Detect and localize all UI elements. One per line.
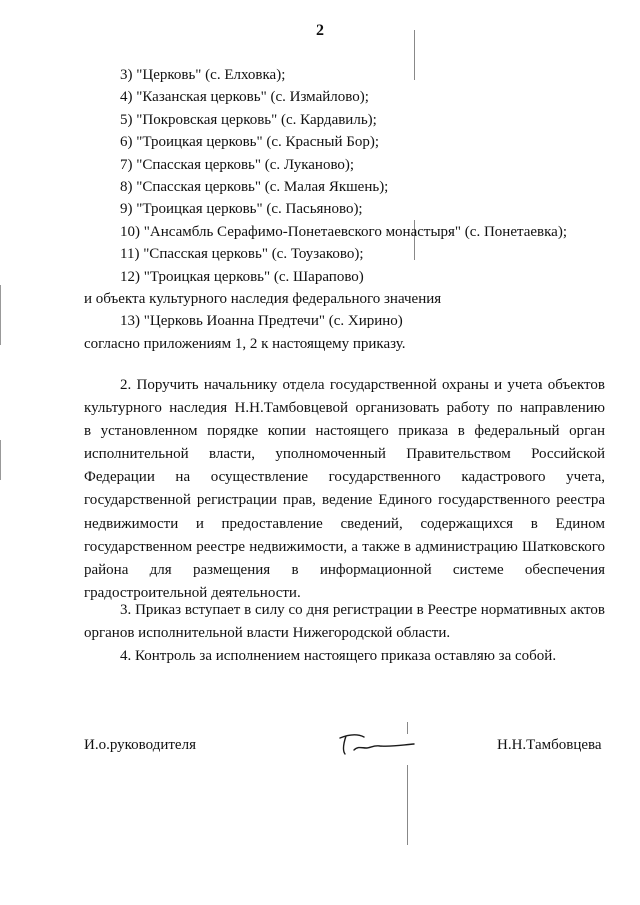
paragraph-line: района для размещения в информационной системе обеспечения [84,561,605,578]
paragraph-line: Федерации на осуществление государственного кадастрового учета, [84,469,605,486]
scan-edge-mark [0,440,1,480]
paragraph-3 [84,599,605,645]
list-item: 12) "Троицкая церковь" (с. Шарапово) [120,268,364,285]
paragraph-line: органов исполнительной власти Нижегородской области. [84,625,451,642]
handwritten-signature [336,728,416,760]
list-item: 5) "Покровская церковь" (с. Кардавиль); [120,111,377,128]
list-item: 4) "Казанская церковь" (с. Измайлово); [120,89,369,106]
scan-edge-mark [0,285,1,345]
page-number: 2 [316,22,324,39]
paragraph-line: государственной регистрации прав, ведение Единого государственного реестра [84,492,605,509]
list-item: 9) "Троицкая церковь" (с. Пасьяново); [120,201,363,218]
list-item: 6) "Троицкая церковь" (с. Красный Бор); [120,134,380,151]
scan-mark [407,765,408,845]
paragraph-line: в установленном порядке копии настоящего приказа в федеральный орган [84,423,605,440]
signatory-title: И.о.руководителя [84,737,196,753]
list-item: 11) "Спасская церковь" (с. Тоузаково); [120,246,364,263]
paragraph-line: градостроительной деятельности. [84,584,301,601]
list-item: 13) "Церковь Иоанна Предтечи" (с. Хирино) [120,313,403,330]
signatory-name: Н.Н.Тамбовцева [497,737,602,753]
paragraph-line: 2. Поручить начальнику отдела государственной охраны и учета объектов [120,377,605,393]
paragraph-line: недвижимости и предоставление сведений, содержащихся в Едином [84,515,605,532]
paragraph-line: культурного наследия Н.Н.Тамбовцевой организовать работу по направлению [84,400,605,417]
paragraph-4 [84,645,605,668]
paragraph-2 [84,374,605,605]
list-item: 7) "Спасская церковь" (с. Луканово); [120,156,355,173]
paragraph-line: 3. Приказ вступает в силу со дня регистрации в Реестре нормативных актов [120,602,605,618]
list-item: 3) "Церковь" (с. Елховка); [120,67,286,83]
paragraph-line: исполнительной власти, уполномоченный Правительством Российской [84,446,605,463]
list-item: 10) "Ансамбль Серафимо-Понетаевского монастыря" (с. Понетаевка); [120,223,567,240]
monument-list [84,64,614,355]
paragraph-line: государственном реестре недвижимости, а также в администрацию Шатковского [84,538,605,555]
paragraph-line: 4. Контроль за исполнением настоящего приказа оставляю за собой. [120,648,557,664]
attachment-note: согласно приложениям 1, 2 к настоящему приказу. [84,335,406,352]
federal-intro: и объекта культурного наследия федерального значения [84,290,442,307]
list-item: 8) "Спасская церковь" (с. Малая Якшень); [120,178,389,195]
